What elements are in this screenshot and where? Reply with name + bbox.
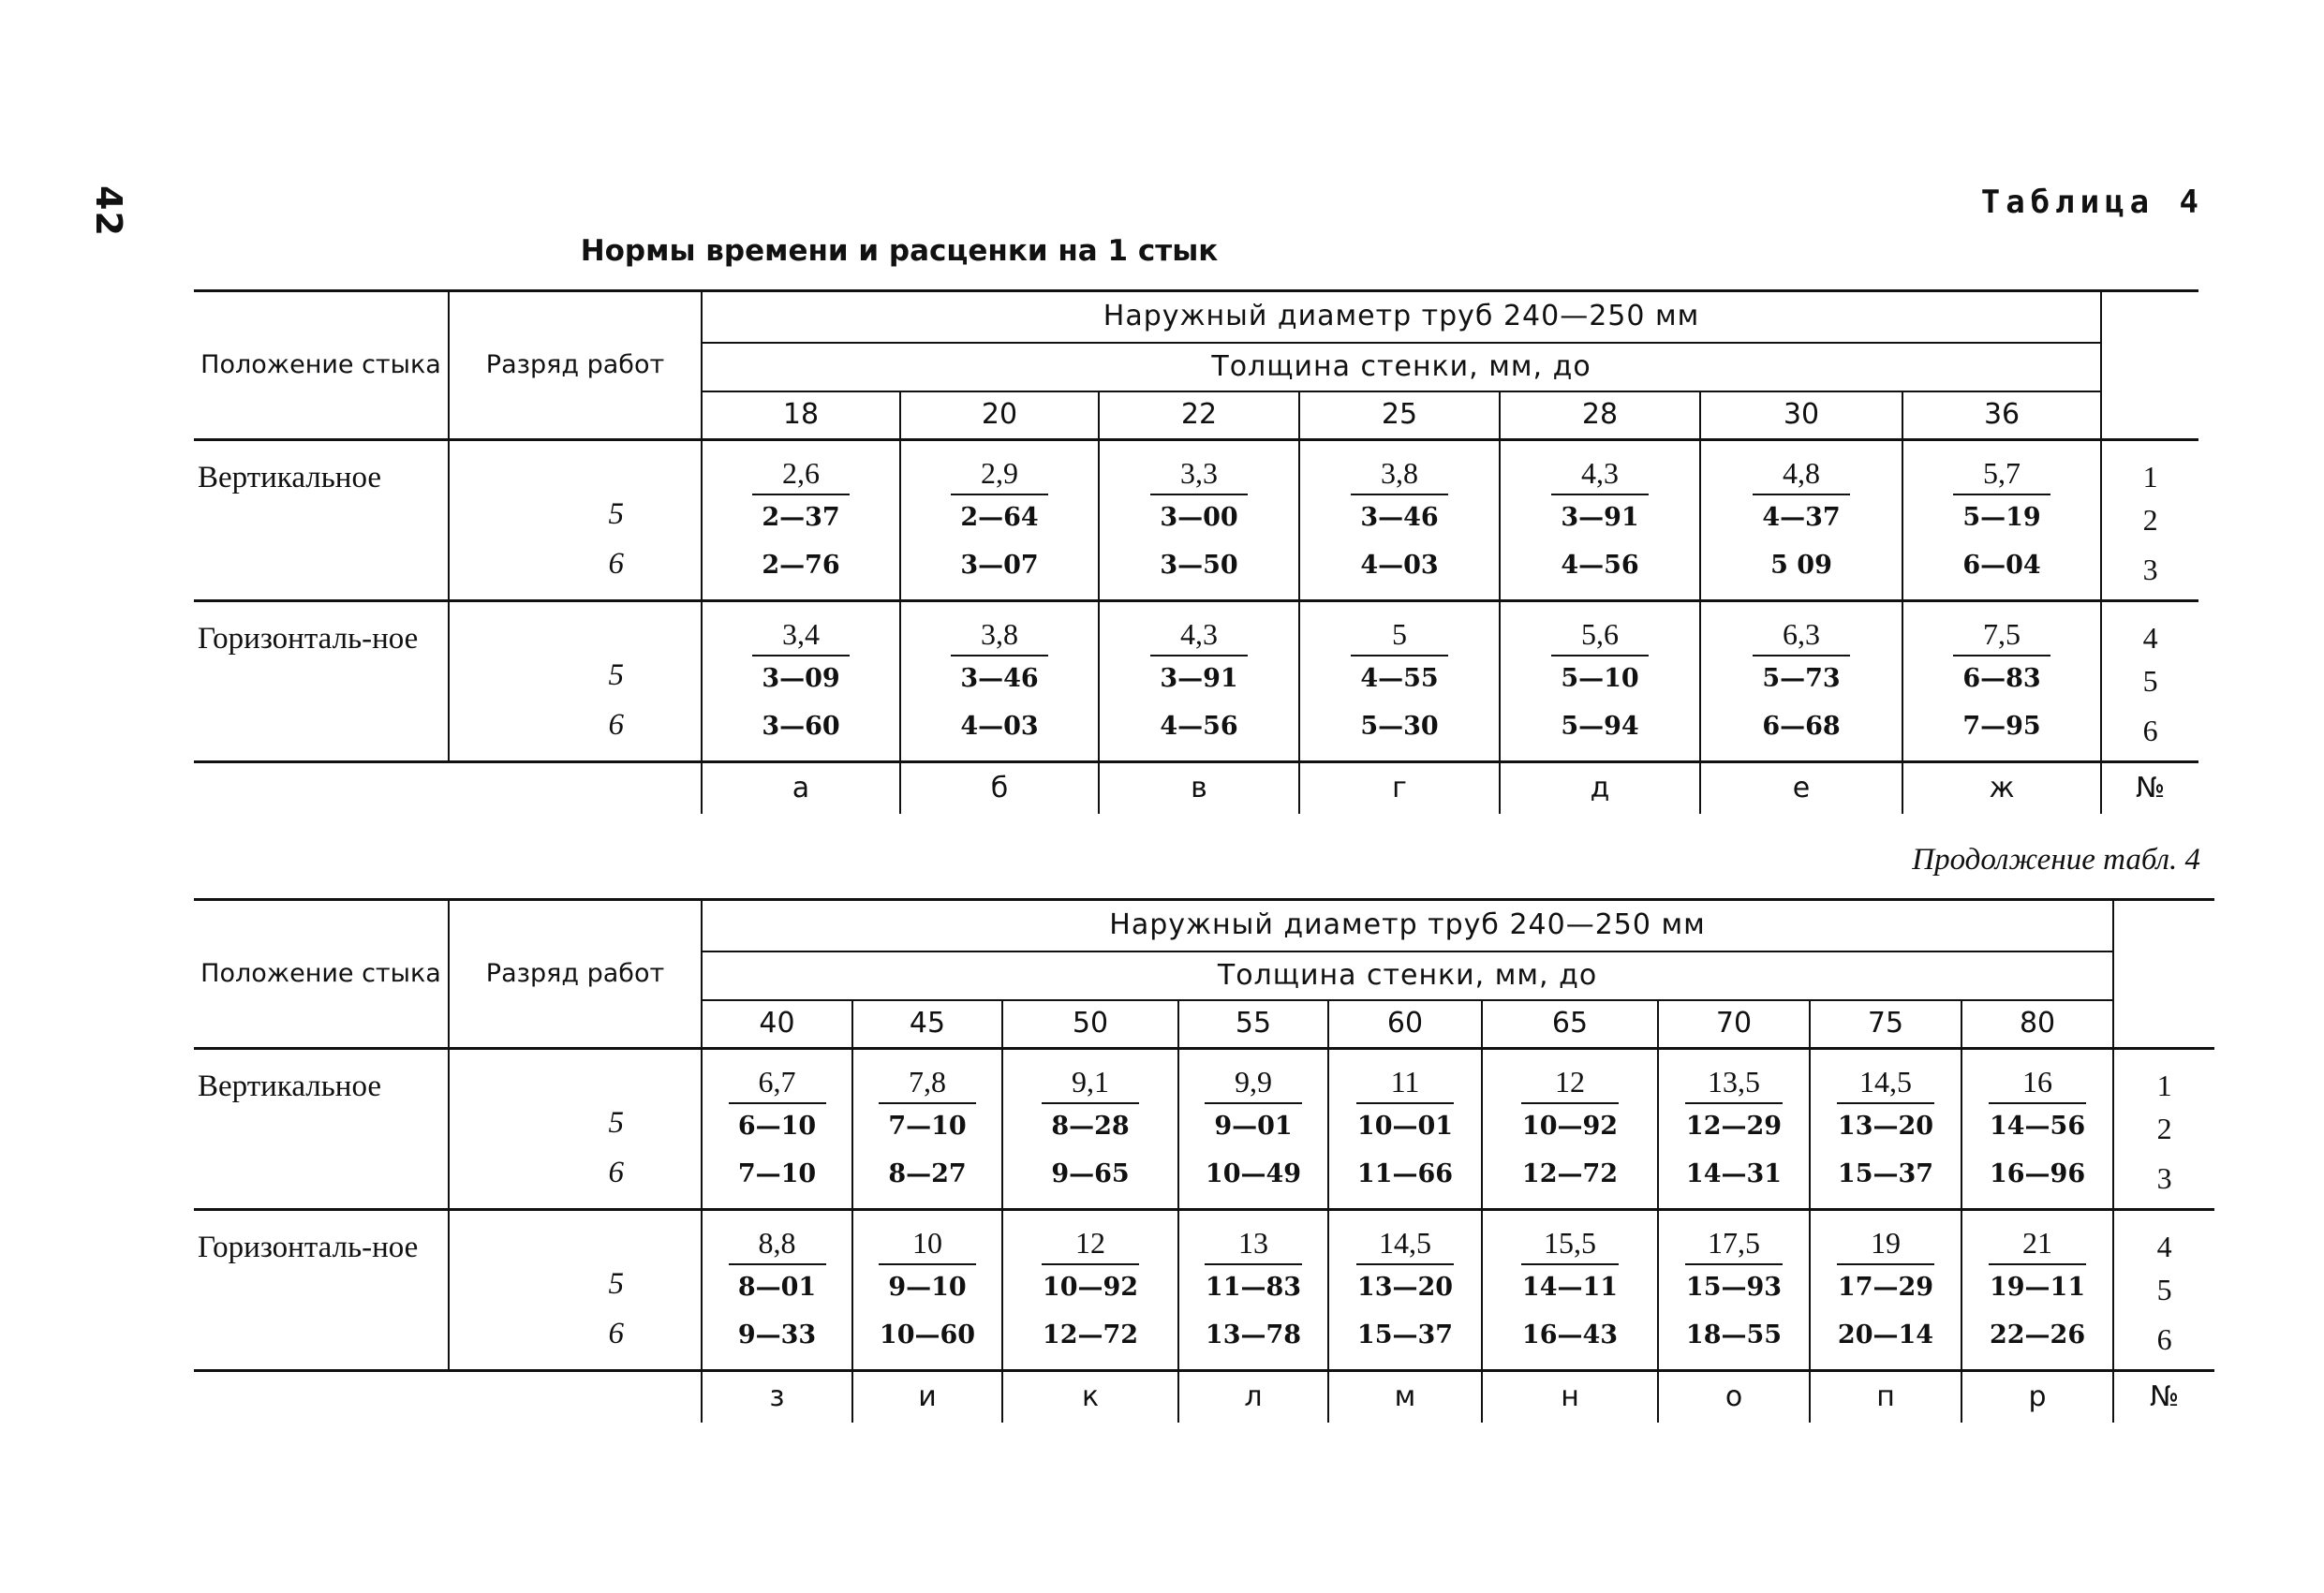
time-norm: 6,3 [1753,619,1850,656]
header-grade: Разряд работ [449,291,702,440]
row-number: 3 [2142,553,2158,586]
norm-rate-stack [729,1228,826,1360]
rate-grade-6: 3—50 [1160,551,1238,580]
rate-grade-6: 18—55 [1685,1320,1783,1350]
grade-spacer [450,625,701,651]
rate-grade-6: 3—07 [960,551,1039,580]
rate-grade-5: 4—37 [1762,503,1841,532]
time-norm: 5,6 [1551,619,1649,656]
grade-cell [449,1210,702,1371]
norm-rate-stack [1356,1067,1454,1199]
rate-grade-5: 10—92 [1521,1112,1619,1141]
norm-rate-stack [1551,458,1649,590]
rate-grade-6: 4—03 [960,712,1039,741]
column-letter: з [702,1371,852,1423]
time-norm: 8,8 [729,1228,826,1265]
time-norm: 4,3 [1551,458,1649,495]
value-cell [1178,1210,1328,1371]
rate-grade-6: 3—60 [762,712,840,741]
header-position: Положение стыка [194,900,449,1049]
number-symbol: № [2101,762,2198,815]
thickness-value: 22 [1099,391,1299,440]
rate-grade-6: 16—43 [1521,1320,1619,1350]
rate-grade-5: 14—11 [1521,1273,1619,1302]
rate-grade-6: 11—66 [1356,1159,1454,1188]
thickness-value: 75 [1810,1000,1961,1049]
column-letter: г [1299,762,1500,815]
time-norm: 15,5 [1521,1228,1619,1265]
rate-grade-5: 13—20 [1837,1112,1934,1141]
time-norm: 5 [1351,619,1448,656]
row-numbers [2113,1049,2214,1210]
norm-rate-stack [1351,458,1448,590]
position-label-vertical: Вертикальное [194,440,449,601]
thickness-value: 50 [1002,1000,1178,1049]
column-letter: н [1482,1371,1658,1423]
rate-grade-6: 13—78 [1205,1320,1302,1350]
time-norm: 7,5 [1953,619,2050,656]
rate-grade-6: 12—72 [1521,1159,1619,1188]
thickness-value: 45 [852,1000,1002,1049]
rate-grade-6: 8—27 [888,1159,967,1188]
rate-grade-6: 5—94 [1561,712,1639,741]
continuation-label: Продолжение табл. 4 [1912,843,2200,877]
thickness-value: 65 [1482,1000,1658,1049]
row-number: 3 [2156,1161,2172,1195]
time-norm: 13,5 [1685,1067,1783,1104]
grade-spacer [450,441,701,464]
time-norm: 13 [1205,1228,1302,1265]
grade-value: 6 [608,547,624,581]
norm-rate-stack [1351,619,1448,751]
value-cell [1902,601,2101,762]
thickness-value: 70 [1658,1000,1810,1049]
value-cell [900,601,1099,762]
time-norm: 14,5 [1837,1067,1934,1104]
time-norm: 10 [879,1228,976,1265]
column-letter: ж [1902,762,2101,815]
grade-value: 5 [608,1267,624,1301]
time-norm: 4,8 [1753,458,1850,495]
grade-value: 6 [608,1156,624,1189]
rate-grade-6: 7—95 [1962,712,2041,741]
rate-grade-5: 12—29 [1685,1112,1783,1141]
column-letter: е [1700,762,1902,815]
norm-rate-stack [1685,1067,1783,1199]
grade-value: 5 [608,497,624,531]
rate-grade-5: 2—64 [960,503,1039,532]
rate-grade-5: 3—46 [1360,503,1439,532]
grade-value: 5 [608,658,624,692]
row-number: 1 [2156,1069,2172,1102]
norm-rate-stack [1837,1067,1934,1199]
rate-grade-5: 6—83 [1962,664,2041,693]
rate-grade-5: 10—92 [1042,1273,1139,1302]
column-letter: л [1178,1371,1328,1423]
rate-grade-5: 3—91 [1160,664,1238,693]
norm-rate-stack [1521,1228,1619,1360]
row-number: 6 [2142,714,2158,747]
grade-spacer [450,1233,701,1260]
value-cell [1810,1049,1961,1210]
value-cell [1482,1210,1658,1371]
rate-grade-5: 11—83 [1205,1273,1302,1302]
time-norm: 4,3 [1150,619,1248,656]
norm-rate-stack [879,1228,976,1360]
row-number: 2 [2142,503,2158,537]
rate-grade-5: 3—00 [1160,503,1238,532]
page-number: 42 [88,185,129,237]
norm-rate-stack [729,1067,826,1199]
rate-grade-6: 6—68 [1762,712,1841,741]
grade-value: 6 [608,708,624,742]
number-symbol: № [2113,1371,2214,1423]
rate-grade-5: 5—10 [1561,664,1639,693]
header-thickness: Толщина стенки, мм, до [702,951,2113,1000]
grade-value: 5 [608,1106,624,1140]
value-cell [702,1049,852,1210]
row-number: 1 [2142,460,2158,494]
column-letter: б [900,762,1099,815]
grade-spacer [450,1072,701,1099]
value-cell [1658,1049,1810,1210]
value-cell [1002,1049,1178,1210]
time-norm: 6,7 [729,1067,826,1104]
column-letter: м [1328,1371,1482,1423]
value-cell [1961,1049,2113,1210]
header-thickness: Толщина стенки, мм, до [702,343,2101,391]
time-norm: 9,1 [1042,1067,1139,1104]
thickness-value: 40 [702,1000,852,1049]
value-cell [1328,1210,1482,1371]
rate-grade-5: 4—55 [1360,664,1439,693]
rate-grade-5: 7—10 [888,1112,967,1141]
norm-rate-stack [1150,458,1248,590]
value-cell [702,440,900,601]
value-cell [1500,601,1700,762]
row-numbers [2101,601,2198,762]
grade-spacer [450,1050,701,1072]
thickness-value: 60 [1328,1000,1482,1049]
row-number: 2 [2156,1112,2172,1145]
rate-grade-6: 7—10 [737,1159,817,1188]
position-label-horizontal: Горизонталь-ное [194,601,449,762]
grade-cell [449,601,702,762]
time-norm: 3,8 [951,619,1048,656]
rate-grade-6: 5—30 [1360,712,1439,741]
thickness-value: 80 [1961,1000,2113,1049]
rate-grade-5: 8—28 [1051,1112,1130,1141]
value-cell [1658,1210,1810,1371]
time-norm: 12 [1521,1067,1619,1104]
thickness-value: 30 [1700,391,1902,440]
header-diameter: Наружный диаметр труб 240—250 мм [702,291,2101,343]
value-cell [1700,440,1902,601]
rate-grade-5: 13—20 [1356,1273,1454,1302]
rate-grade-5: 6—10 [737,1112,817,1141]
norm-rate-stack [1685,1228,1783,1360]
time-norm: 14,5 [1356,1228,1454,1265]
column-letter: в [1099,762,1299,815]
rate-grade-6: 12—72 [1042,1320,1139,1350]
norm-rate-stack [879,1067,976,1199]
thickness-value: 28 [1500,391,1700,440]
value-cell [702,601,900,762]
rate-grade-5: 9—10 [888,1273,967,1302]
row-number: 5 [2142,664,2158,698]
rate-grade-6: 4—03 [1360,551,1439,580]
norm-rate-stack [1205,1228,1302,1360]
grade-cell [449,1049,702,1210]
header-number-column [2113,900,2214,1049]
position-label-vertical: Вертикальное [194,1049,449,1210]
time-norm: 12 [1042,1228,1139,1265]
norm-rate-stack [1837,1228,1934,1360]
blank-cell [194,1371,702,1423]
table-title: Нормы времени и расценки на 1 стык [580,234,1219,268]
rate-grade-5: 19—11 [1989,1273,2086,1302]
grade-cell [449,440,702,601]
value-cell [1178,1049,1328,1210]
header-grade: Разряд работ [449,900,702,1049]
value-cell [1500,440,1700,601]
time-norm: 9,9 [1205,1067,1302,1104]
value-cell [1299,440,1500,601]
value-cell [1099,440,1299,601]
norm-rate-stack [951,619,1048,751]
rate-grade-6: 6—04 [1962,551,2041,580]
norm-rate-stack [1150,619,1248,751]
row-number: 5 [2156,1273,2172,1306]
rate-grade-5: 3—91 [1561,503,1639,532]
rate-grade-6: 10—49 [1205,1159,1302,1188]
rate-grade-6: 15—37 [1837,1159,1934,1188]
rate-grade-6: 16—96 [1989,1159,2086,1188]
column-letter: и [852,1371,1002,1423]
value-cell [702,1210,852,1371]
thickness-value: 55 [1178,1000,1328,1049]
norm-rate-stack [1953,619,2050,751]
time-norm: 2,9 [951,458,1048,495]
value-cell [1099,601,1299,762]
time-norm: 3,8 [1351,458,1448,495]
blank-cell [194,762,702,815]
rate-grade-5: 2—37 [762,503,840,532]
header-position: Положение стыка [194,291,449,440]
norm-rate-stack [1356,1228,1454,1360]
value-cell [852,1049,1002,1210]
time-norm: 2,6 [752,458,850,495]
norm-rate-stack [1989,1067,2086,1199]
time-norm: 19 [1837,1228,1934,1265]
value-cell [1902,440,2101,601]
row-numbers [2101,440,2198,601]
rate-grade-5: 5—19 [1962,503,2041,532]
value-cell [1299,601,1500,762]
rate-grade-6: 9—33 [737,1320,817,1350]
thickness-value: 18 [702,391,900,440]
rate-grade-5: 17—29 [1837,1273,1934,1302]
norm-rate-stack [1551,619,1649,751]
rate-grade-6: 4—56 [1561,551,1639,580]
time-norm: 11 [1356,1067,1454,1104]
rate-grade-5: 5—73 [1762,664,1841,693]
header-number-column [2101,291,2198,440]
time-norm: 17,5 [1685,1228,1783,1265]
rate-grade-5: 9—01 [1214,1112,1293,1141]
table-label: Таблица 4 [1980,184,2204,221]
grade-spacer [450,1211,701,1233]
grade-spacer [450,464,701,490]
time-norm: 3,3 [1150,458,1248,495]
time-norm: 7,8 [879,1067,976,1104]
rate-grade-5: 10—01 [1356,1112,1454,1141]
grade-value: 6 [608,1317,624,1350]
rate-grade-5: 15—93 [1685,1273,1783,1302]
value-cell [1002,1210,1178,1371]
position-label-horizontal: Горизонталь-ное [194,1210,449,1371]
time-norm: 21 [1989,1228,2086,1265]
rate-grade-6: 4—56 [1160,712,1238,741]
time-norm: 5,7 [1953,458,2050,495]
value-cell [852,1210,1002,1371]
rate-grade-6: 15—37 [1356,1320,1454,1350]
thickness-value: 20 [900,391,1099,440]
rate-grade-5: 8—01 [737,1273,817,1302]
value-cell [1328,1049,1482,1210]
column-letter: к [1002,1371,1178,1423]
rate-grade-6: 14—31 [1685,1159,1783,1188]
value-cell [900,440,1099,601]
norm-rate-stack [752,458,850,590]
thickness-value: 36 [1902,391,2101,440]
rate-grade-6: 22—26 [1989,1320,2086,1350]
norm-rate-stack [1753,619,1850,751]
value-cell [1810,1210,1961,1371]
value-cell [1482,1049,1658,1210]
grade-spacer [450,602,701,625]
norm-rate-stack [752,619,850,751]
norm-rate-stack [1042,1228,1139,1360]
norm-rate-stack [1953,458,2050,590]
rate-grade-5: 3—46 [960,664,1039,693]
column-letter: п [1810,1371,1961,1423]
norm-rate-stack [1205,1067,1302,1199]
header-diameter: Наружный диаметр труб 240—250 мм [702,900,2113,951]
value-cell [1700,601,1902,762]
column-letter: р [1961,1371,2113,1423]
rate-grade-6: 10—60 [879,1320,976,1350]
norm-rate-stack [1521,1067,1619,1199]
norm-rate-stack [1989,1228,2086,1360]
row-number: 4 [2142,621,2158,655]
column-letter: а [702,762,900,815]
rate-grade-6: 5 09 [1770,551,1832,580]
time-norm: 3,4 [752,619,850,656]
column-letter: о [1658,1371,1810,1423]
rate-grade-5: 14—56 [1989,1112,2086,1141]
column-letter: д [1500,762,1700,815]
time-norm: 16 [1989,1067,2086,1104]
norms-table-1 [194,289,2198,814]
norm-rate-stack [1042,1067,1139,1199]
rate-grade-6: 20—14 [1837,1320,1934,1350]
thickness-value: 25 [1299,391,1500,440]
norm-rate-stack [951,458,1048,590]
row-numbers [2113,1210,2214,1371]
row-number: 6 [2156,1322,2172,1356]
rate-grade-5: 3—09 [762,664,840,693]
value-cell [1961,1210,2113,1371]
norm-rate-stack [1753,458,1850,590]
norms-table-2 [194,898,2214,1423]
rate-grade-6: 9—65 [1051,1159,1130,1188]
row-number: 4 [2156,1230,2172,1263]
rate-grade-6: 2—76 [762,551,840,580]
